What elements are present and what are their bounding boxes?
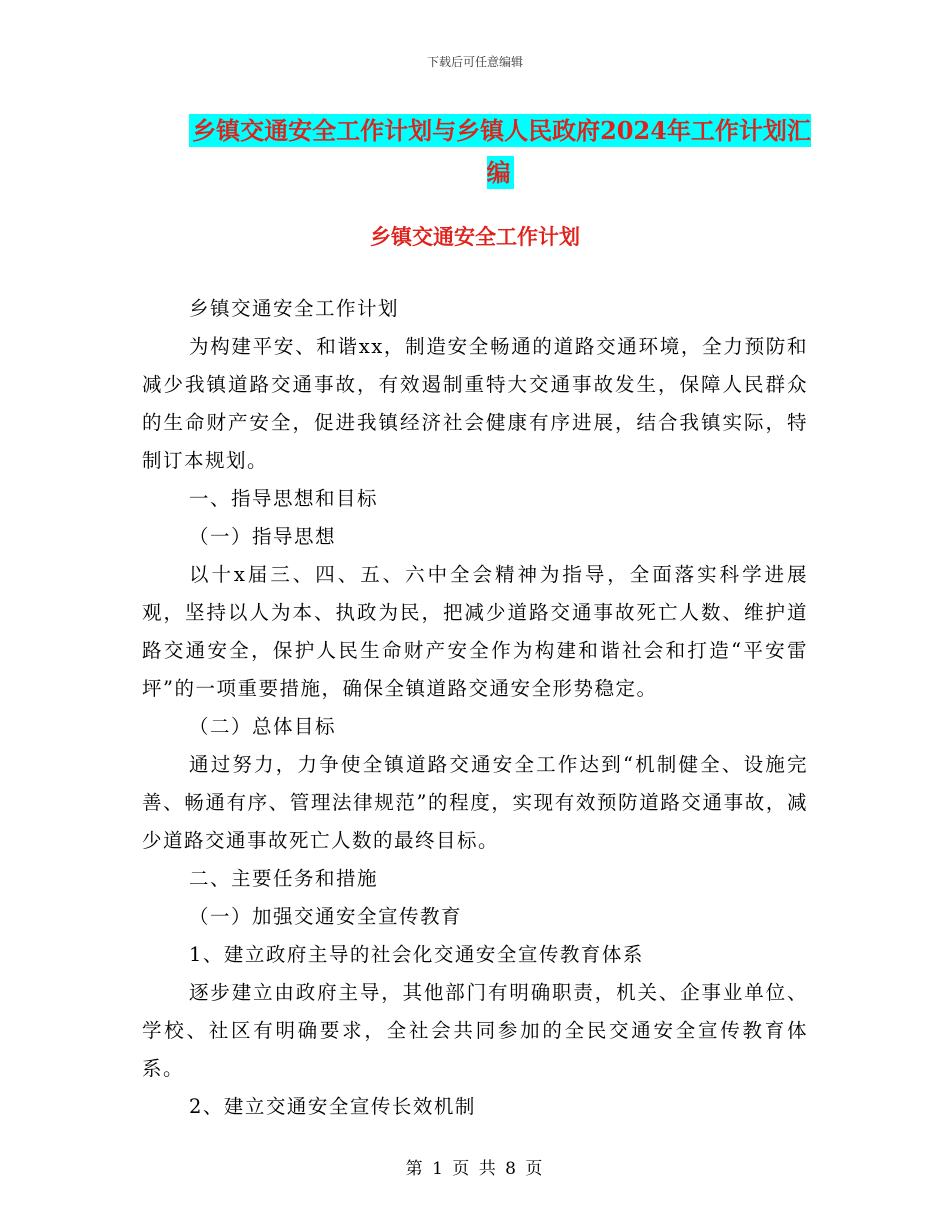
paragraph: 一、指导思想和目标 [189,487,379,510]
paragraph: （二）总体目标 [189,715,337,738]
paragraph: （一）加强交通安全宣传教育 [189,905,463,928]
paragraph: 2、建立交通安全宣传长效机制 [189,1095,476,1118]
document-body [142,290,808,1126]
paragraph: 乡镇交通安全工作计划 [189,297,400,320]
paragraph: 以十x届三、四、五、六中全会精神为指导，全面落实科学进展观，坚持以人为本、执政为民，把减少道路交通事故死亡人数、维护道路交通安全，保护人民生命财产安全作为构建和谐社会和打造“平安雷坪”的一项重要措施，确保全镇道路交通安全形势稳定。 [142,563,808,700]
page-footer: 第 1 页 共 8 页 [405,1159,545,1179]
section-title: 乡镇交通安全工作计划 [370,224,580,249]
paragraph: 逐步建立由政府主导，其他部门有明确职责，机关、企事业单位、学校、社区有明确要求，全社会共同参加的全民交通安全宣传教育体系。 [142,981,808,1080]
paragraph: 二、主要任务和措施 [189,867,379,890]
paragraph: 1、建立政府主导的社会化交通安全宣传教育体系 [189,943,644,966]
document-title [185,110,815,194]
document-title-text: 乡镇交通安全工作计划与乡镇人民政府2024年工作计划汇编 [189,114,811,189]
paragraph: 为构建平安、和谐xx，制造安全畅通的道路交通环境，全力预防和减少我镇道路交通事故，有效遏制重特大交通事故发生，保障人民群众的生命财产安全，促进我镇经济社会健康有序进展，结合我镇实际，特制订本规划。 [142,335,808,472]
paragraph: （一）指导思想 [189,525,337,548]
paragraph: 通过努力，力争使全镇道路交通安全工作达到“机制健全、设施完善、畅通有序、管理法律规范”的程度，实现有效预防道路交通事故，减少道路交通事故死亡人数的最终目标。 [142,753,808,852]
header-note: 下载后可任意编辑 [426,55,523,69]
